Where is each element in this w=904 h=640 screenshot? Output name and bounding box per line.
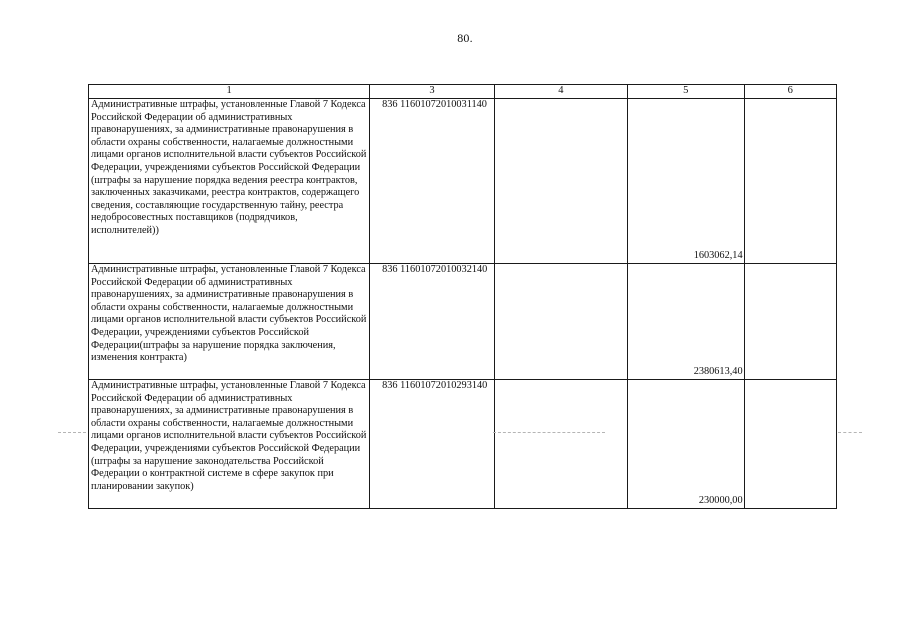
table-row xyxy=(89,380,837,509)
col6-cell xyxy=(744,380,836,509)
budget-code-cell: 836 11601072010293140 xyxy=(370,380,495,509)
budget-code-cell: 836 11601072010032140 xyxy=(370,264,495,380)
header-col-6: 6 xyxy=(744,85,836,99)
scan-artifact-line xyxy=(58,432,86,433)
revenue-name-cell: Административные штрафы, установленные Главой 7 Кодекса Российской Федерации об административных правонарушениях, за административные правонарушения в области охраны собственности, налагаемые должностными лицами органов исполнительной власти субъектов Российской Федерации, учреждениями субъектов Российской Федерации(штрафы за нарушение порядка заключения, изменения контракта) xyxy=(89,264,370,380)
revenue-name-cell: Административные штрафы, установленные Главой 7 Кодекса Российской Федерации об административных правонарушениях, за административные правонарушения в области охраны собственности, налагаемые должностными лицами органов исполнительной власти субъектов Российской Федерации, учреждениями субъектов Российской Федерации (штрафы за нарушение законодательства Российской Федерации о контрактной системе в сфере закупок при планировании закупок) xyxy=(89,380,370,509)
page-number: 80. xyxy=(457,31,473,45)
revenue-name-cell: Административные штрафы, установленные Главой 7 Кодекса Российской Федерации об административных правонарушениях, за административные правонарушения в области охраны собственности, налагаемые должностными лицами органов исполнительной власти субъектов Российской Федерации, учреждениями субъектов Российской Федерации (штрафы за нарушение порядка ведения реестра контрактов, заключенных заказчиками, реестра контрактов, содержащего сведения, составляющие государственную тайну, реестра недобросовестных поставщиков (подрядчиков, исполнителей)) xyxy=(89,99,370,264)
table-header-row xyxy=(89,85,837,99)
header-col-4: 4 xyxy=(494,85,627,99)
amount-cell: 1603062,14 xyxy=(627,99,744,264)
col6-cell xyxy=(744,99,836,264)
header-col-3: 3 xyxy=(370,85,495,99)
scan-artifact-line xyxy=(493,432,605,433)
amount-cell: 230000,00 xyxy=(627,380,744,509)
header-col-1: 1 xyxy=(89,85,370,99)
col4-cell xyxy=(494,380,627,509)
budget-revenue-table xyxy=(88,84,837,509)
table-row xyxy=(89,264,837,380)
budget-code-cell: 836 11601072010031140 xyxy=(370,99,495,264)
col6-cell xyxy=(744,264,836,380)
col4-cell xyxy=(494,264,627,380)
col4-cell xyxy=(494,99,627,264)
header-col-5: 5 xyxy=(627,85,744,99)
scan-artifact-line xyxy=(838,432,862,433)
table-row xyxy=(89,99,837,264)
amount-cell: 2380613,40 xyxy=(627,264,744,380)
